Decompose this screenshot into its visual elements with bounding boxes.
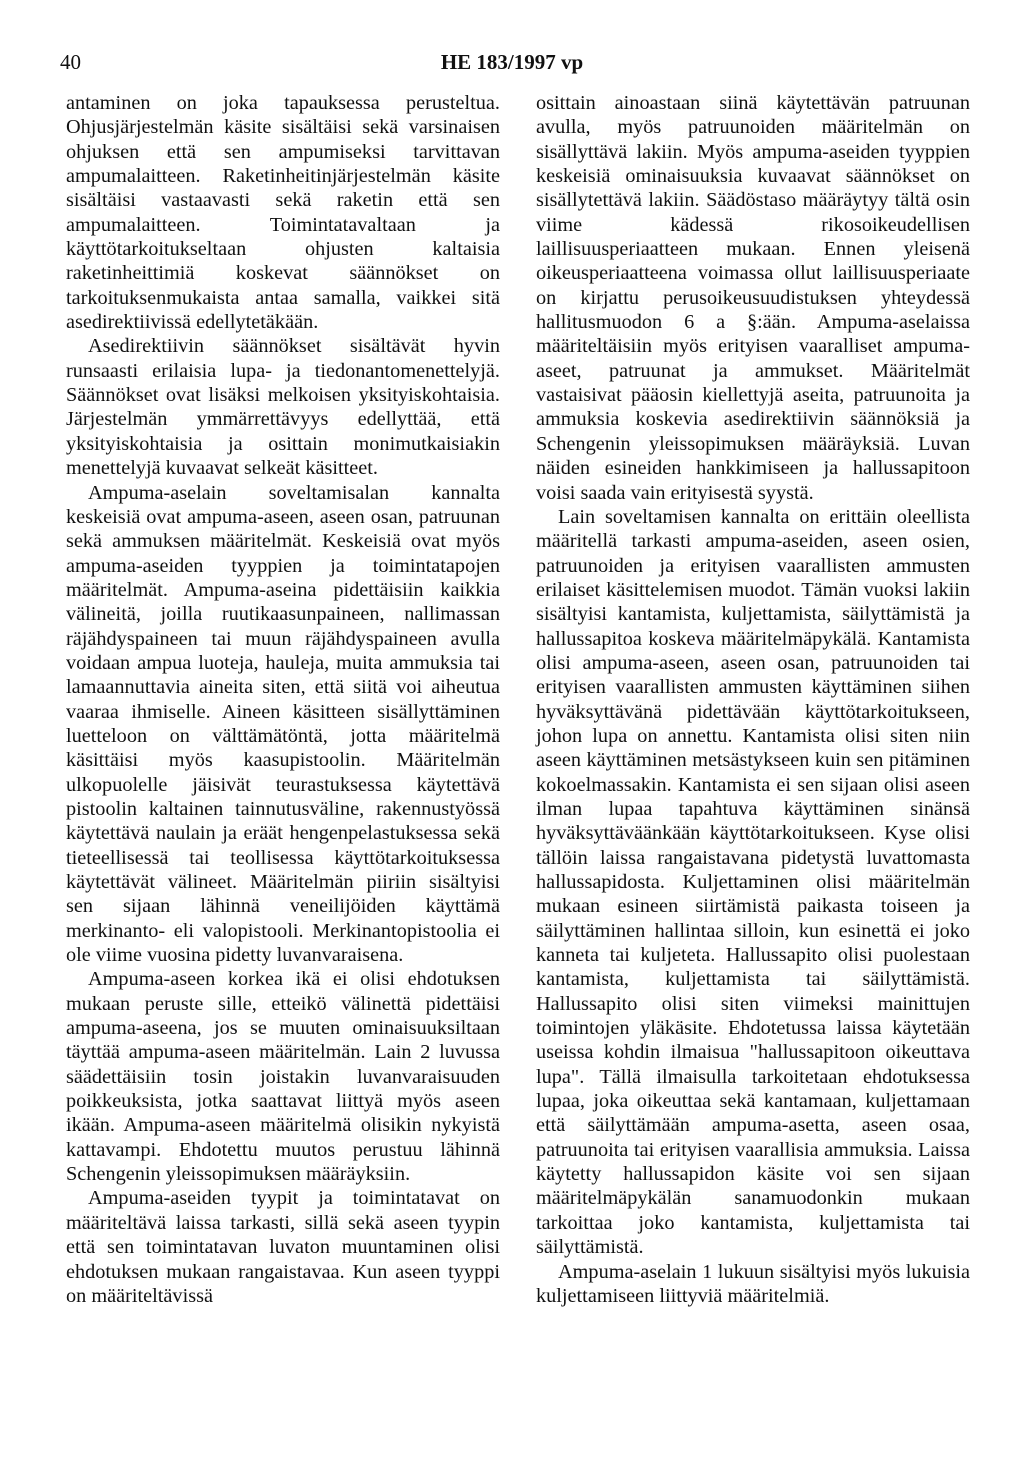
paragraph: Ampuma-aseen korkea ikä ei olisi ehdotuksen mukaan peruste sille, etteikö välinettä pidettäisi ampuma-aseena, jos se muuten ominaisuuksiltaan täyttää ampuma-aseen määritelmän. Lain 2 luvussa säädettäisiin tosin joistakin luvanvaraisuuden poikkeuksista, jotka saattavat liittyä myös aseen ikään. Ampuma-aseen määritelmä olisikin nykyistä kattavampi. Ehdotettu muutos perustuu lähinnä Schengenin yleissopimuksen määräyksiin.	[66, 968, 500, 1186]
paragraph: Ampuma-aselain soveltamisalan kannalta keskeisiä ovat ampuma-aseen, aseen osan, patruunan sekä ammuksen määritelmät. Keskeisiä ovat myös ampuma-aseiden tyyppien ja toimintatapojen määritelmät. Ampuma-aseina pidettäisiin kaikkia välineitä, joilla ruutikaasunpaineen, nallimassan räjähdyspaineen tai muun räjähdyspaineen avulla voidaan ampua luoteja, hauleja, muita ammuksia tai lamaannuttavia aineita siten, että siitä voi aiheutua vaaraa ihmiselle. Aineen käsitteen sisällyttäminen luetteloon on välttämätöntä, jotta määritelmä käsittäisi myös kaasupistoolin. Määritelmän ulkopuolelle jäisivät teurastuksessa käytettävä pistoolin kaltainen tainnutusväline, rakennustyössä käytettävä naulain ja eräät hengenpelastuksessa sekä tieteellisessä tai teollisessa käyttötarkoituksessa käytettävät välineet. Määritelmän piiriin sisältyisi sen sijaan lähinnä veneilijöiden käyttämä merkinanto- eli valopistooli. Merkinantopistoolia ei ole viime vuosina pidetty luvanvaraisena.	[66, 481, 500, 967]
paragraph: osittain ainoastaan siinä käytettävän patruunan avulla, myös patruunoiden määritelmän on sisällyttävä lakiin. Myös ampuma-aseiden tyyppien keskeisiä ominaisuuksia kuvaavat säännökset on sisällytettävä lakiin. Säädöstaso määräytyy tältä osin viime kädessä rikosoikeudellisen laillisuusperiaatteen mukaan. Ennen yleisenä oikeusperiaatteena voimassa ollut laillisuusperiaate on kirjattu perusoikeusuudistuksen yhteydessä hallitusmuodon 6 a §:ään. Ampuma-aselaissa määriteltäisiin myös erityisen vaaralliset ampuma-aseet, patruunat ja ammukset. Määritelmät vastaisivat pääosin kiellettyjä aseita, patruunoita ja ammuksia koskevia asedirektiivin säännöksiä ja Schengenin yleissopimuksen määräyksiä. Luvan näiden esineiden hankkimiseen ja hallussapitoon voisi saada vain erityisestä syystä.	[536, 92, 970, 504]
paragraph: Ampuma-aselain 1 lukuun sisältyisi myös lukuisia kuljettamiseen liittyviä määritelmiä.	[536, 1260, 970, 1307]
paragraph: Lain soveltamisen kannalta on erittäin oleellista määritellä tarkasti ampuma-aseiden, aseen osien, patruunoiden ja erityisen vaarallisten ammusten erilaiset käsittelemisen muodot. Tämän vuoksi lakiin sisältyisi kantamista, kuljettamista, säilyttämistä ja hallussapitoa koskeva määritelmäpykälä. Kantamista olisi ampuma-aseen, aseen osan, patruunoiden tai erityisen vaarallisten ammusten käyttäminen siihen hyväksyttävänä pidettävään käyttötarkoitukseen, johon lupa on annettu. Kantamista olisi siten niin aseen käyttäminen metsästykseen kuin sen pitäminen kokoelmassakin. Kantamista ei sen sijaan olisi aseen ilman lupaa tapahtuva käyttäminen sinänsä hyväksyttäväänkään käyttötarkoitukseen. Kyse olisi tällöin laissa rangaistavana pidetystä luvattomasta hallussapidosta. Kuljettaminen olisi määritelmän mukaan esineen siirtämistä paikasta toiseen ja säilyttäminen hallintaa silloin, kun esinettä ei joko kanneta tai kuljeteta. Hallussapito olisi puolestaan kantamista, kuljettamista tai säilyttämistä. Hallussapito olisi siten viimeksi mainittujen toimintojen yläkäsite. Ehdotetussa laissa käytetään useissa kohdin ilmaisua "hallussapitoon oikeuttava lupa". Tällä ilmaisulla tarkoitetaan ehdotuksessa lupaa, joka oikeuttaa sekä kantamaan, kuljettamaan että säilyttämään ampuma-asetta, aseen osaa, patruunoita tai erityisen vaarallisia ammuksia. Laissa käytetty hallussapidon käsite voi sen sijaan määritelmäpykälän sanamuodonkin mukaan tarkoittaa joko kantamista, kuljettamista tai säilyttämistä.	[536, 505, 970, 1259]
document-id: HE 183/1997 vp	[440, 50, 584, 74]
right-column	[536, 91, 970, 1308]
paragraph: Ampuma-aseiden tyypit ja toimintatavat on määriteltävä laissa tarkasti, sillä sekä aseen tyypin että sen toimintatavan luvaton muuntaminen olisi ehdotuksen mukaan rangaistavaa. Kun aseen tyyppi on määriteltävissä	[66, 1187, 500, 1307]
page-number: 40	[60, 50, 81, 74]
left-column	[66, 91, 500, 1308]
page-header	[60, 48, 964, 80]
paragraph: antaminen on joka tapauksessa perusteltua. Ohjusjärjestelmän käsite sisältäisi sekä varsinaisen ohjuksen että sen ampumiseksi tarvittavan ampumalaitteen. Raketinheitinjärjestelmän käsite sisältäisi vastaavasti sekä raketin että sen ampumalaitteen. Toimintatavaltaan ja käyttötarkoitukseltaan ohjusten kaltaisia raketinheittimiä koskevat säännökset on tarkoituksenmukaista antaa samalla, vaikkei sitä asedirektiivissä edellytetäkään.	[66, 92, 500, 334]
paragraph: Asedirektiivin säännökset sisältävät hyvin runsaasti erilaisia lupa- ja tiedonantomenettelyjä. Säännökset ovat lisäksi melkoisen yksityiskohtaisia. Järjestelmän ymmärrettävyys edellyttää, että yksityiskohtaisia ja osittain monimutkaisiakin menettelyjä kuvaavat selkeät käsitteet.	[66, 335, 500, 480]
body-columns	[66, 91, 970, 1308]
